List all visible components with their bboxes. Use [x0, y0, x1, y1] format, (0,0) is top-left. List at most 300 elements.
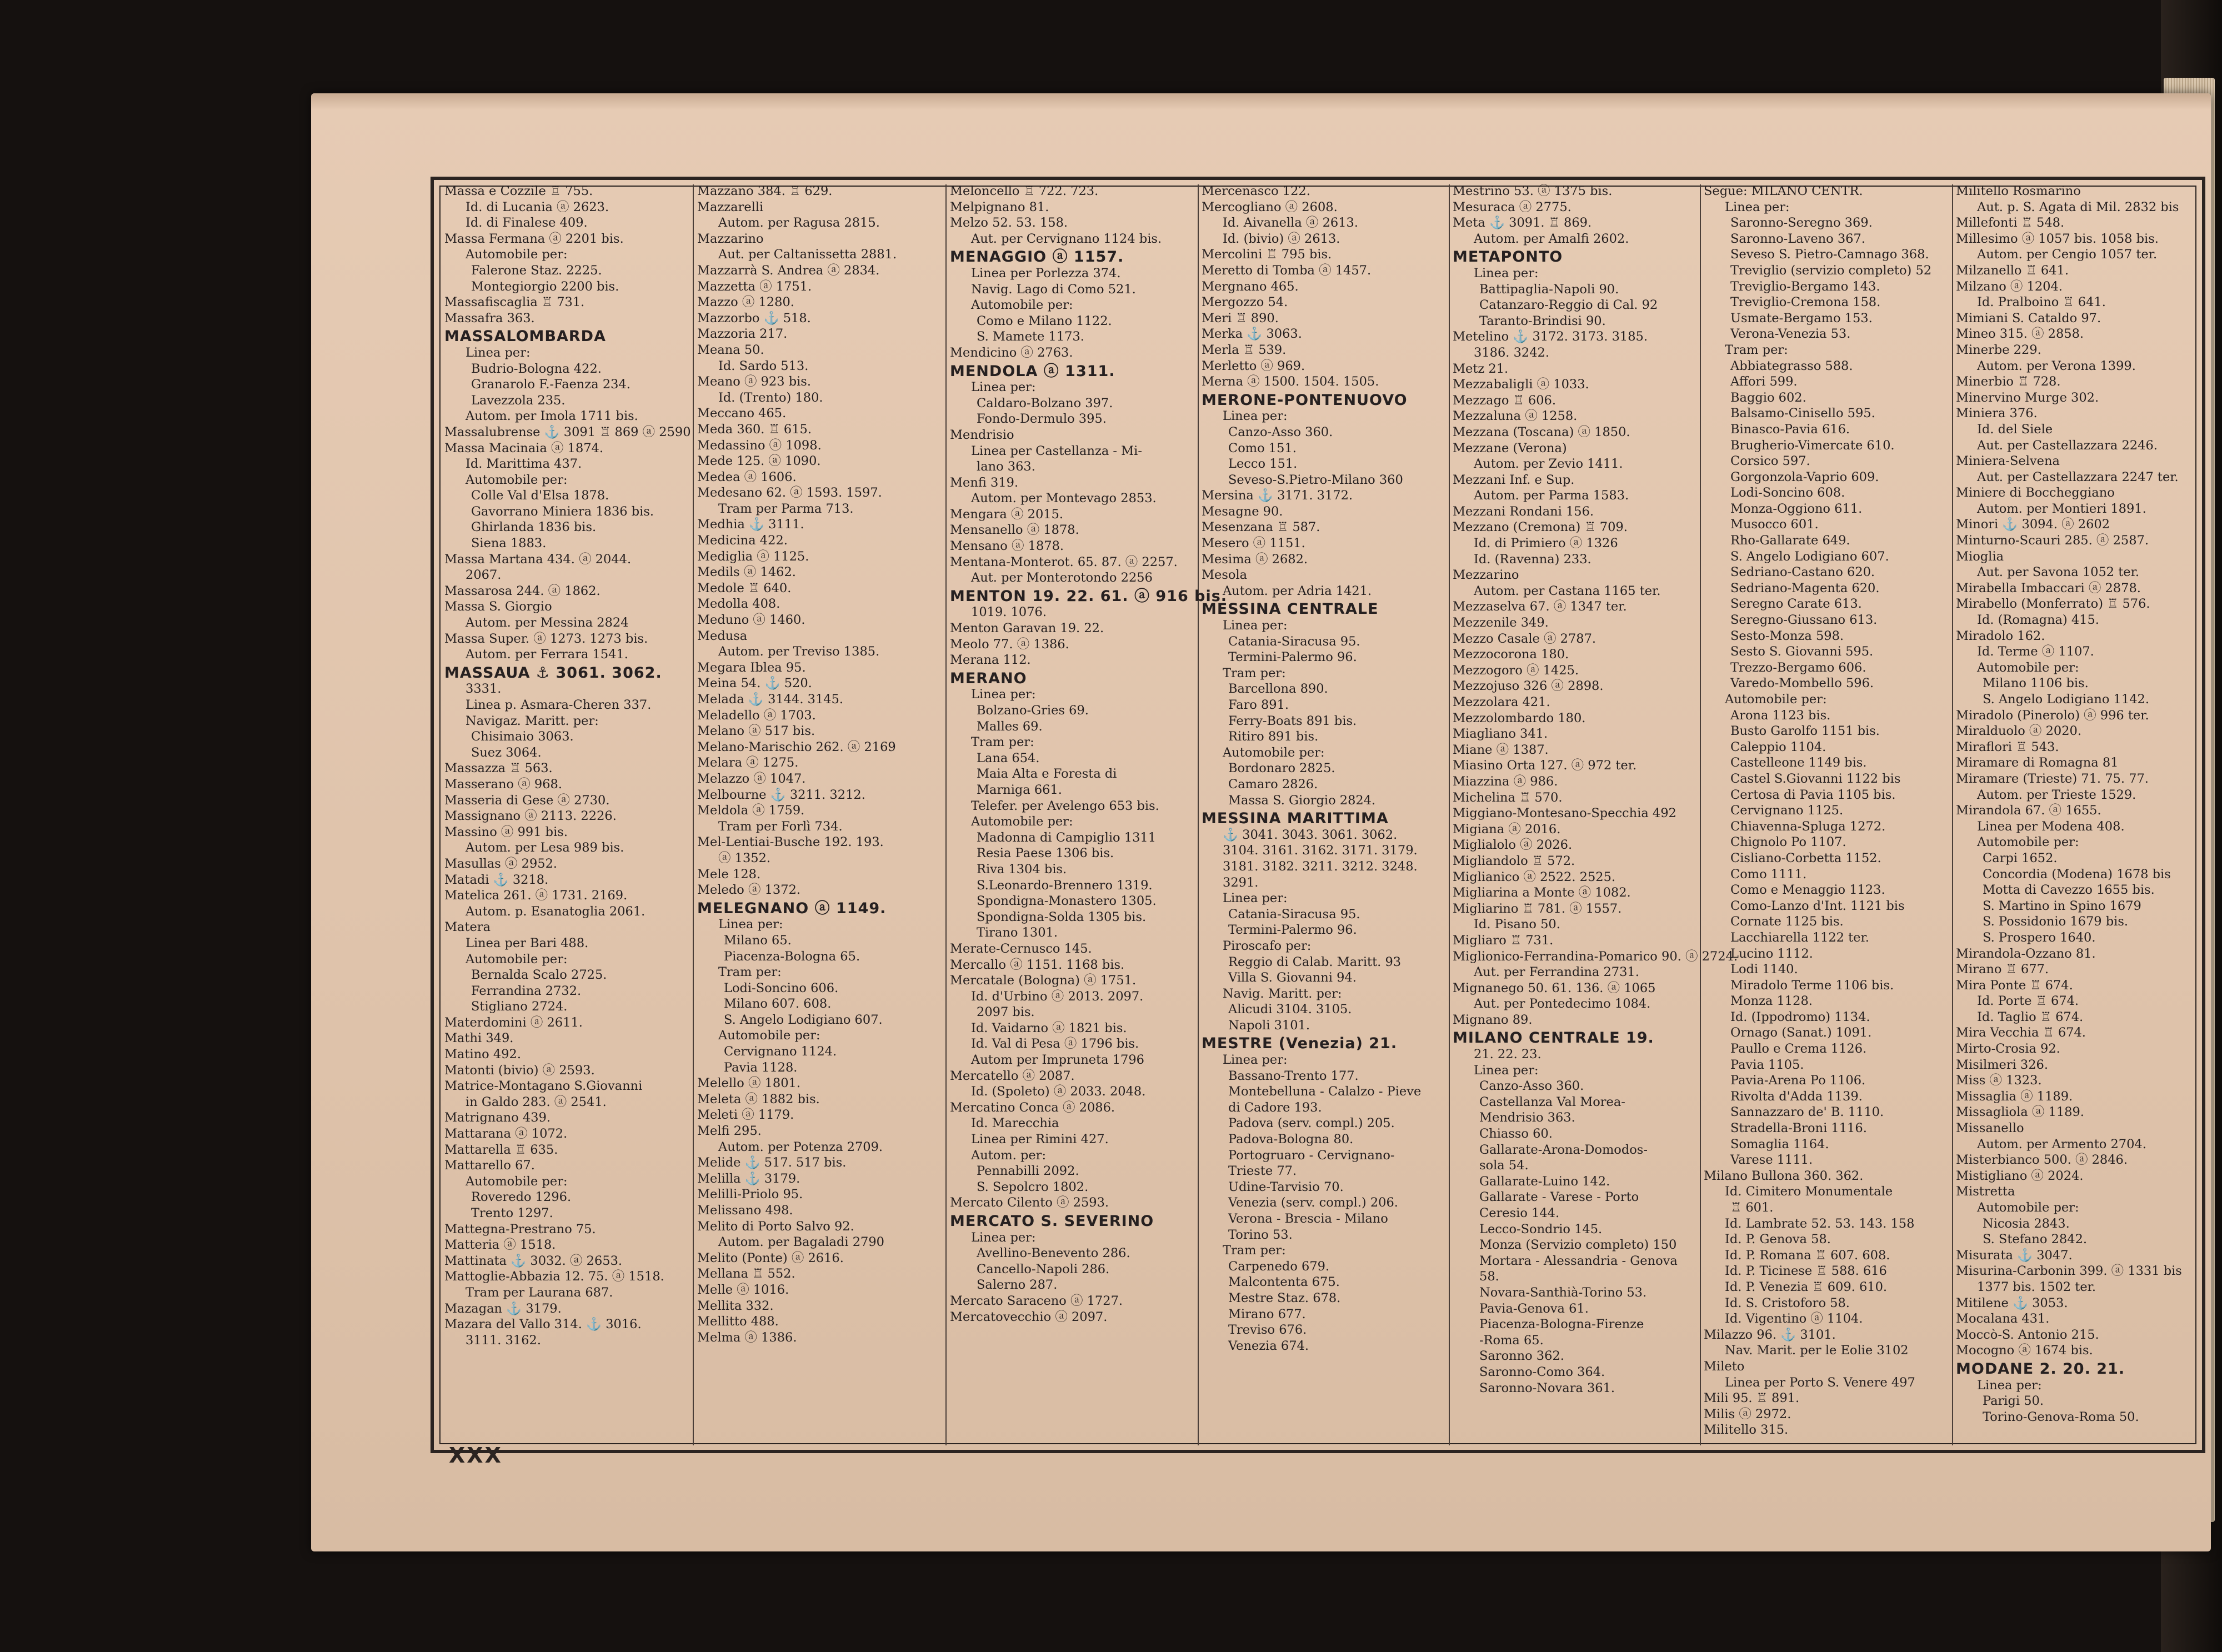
index-entry: Riva 1304 bis. [977, 862, 1067, 877]
index-entry: Maia Alta e Foresta di [977, 767, 1117, 782]
index-entry: Moccò-S. Antonio 215. [1956, 1327, 2099, 1342]
index-entry: Id. Pisano 50. [1474, 917, 1560, 932]
index-entry: Mileto [1704, 1359, 1745, 1374]
index-entry: Id. Sardo 513. [718, 358, 809, 373]
index-entry: Villa S. Giovanni 94. [1228, 970, 1357, 985]
index-entry: Miramare di Romagna 81 [1956, 755, 2119, 770]
index-entry: Millesimo ⓐ 1057 bis. 1058 bis. [1956, 231, 2159, 246]
index-entry: Balsamo-Cinisello 595. [1730, 406, 1875, 421]
index-entry: Matera [444, 920, 491, 935]
station-heading: MERCATO S. SEVERINO [950, 1213, 1154, 1230]
index-entry: Id. (Ippodromo) 1134. [1730, 1009, 1870, 1024]
index-entry: Tram per: [718, 965, 782, 980]
index-entry: Milazzo 96. ⚓ 3101. [1704, 1327, 1836, 1342]
index-entry: Melano-Marischio 262. ⓐ 2169 [697, 739, 896, 754]
index-entry: Mel-Lentiai-Busche 192. 193. [697, 835, 884, 850]
index-entry: Autom. per Bagaladi 2790 [718, 1235, 884, 1250]
index-entry: Miasino Orta 127. ⓐ 972 ter. [1453, 758, 1637, 773]
index-entry: Masserano ⓐ 968. [444, 777, 562, 792]
index-entry: Saronno-Seregno 369. [1730, 216, 1873, 231]
index-entry: Id. Lambrate 52. 53. 143. 158 [1725, 1216, 1915, 1231]
station-heading: MESSINA MARITTIMA [1202, 810, 1389, 828]
index-entry: Busto Garolfo 1151 bis. [1730, 724, 1880, 739]
index-column-6 [1704, 183, 1953, 1444]
index-entry: Mezzenile 349. [1453, 615, 1549, 630]
index-entry: Miane ⓐ 1387. [1453, 742, 1549, 757]
index-entry: Merana 112. [950, 653, 1031, 668]
index-entry: Miglianico ⓐ 2522. 2525. [1453, 869, 1616, 884]
index-entry: Lodi-Soncino 608. [1730, 485, 1845, 500]
index-entry: Medils ⓐ 1462. [697, 565, 796, 580]
index-entry: Montegiorgio 2200 bis. [471, 279, 619, 294]
index-entry: Mensanello ⓐ 1878. [950, 523, 1079, 538]
index-entry: Corsico 597. [1730, 454, 1810, 469]
index-entry: Nav. Marit. per le Eolie 3102 [1725, 1343, 1909, 1358]
index-entry: Massalubrense ⚓ 3091 ♖ 869 ⓐ 2590 [444, 424, 691, 439]
index-entry: Battipaglia-Napoli 90. [1479, 282, 1619, 297]
index-entry: Menton Garavan 19. 22. [950, 621, 1104, 636]
index-entry: ⚓ 3041. 3043. 3061. 3062. [1223, 827, 1398, 842]
index-entry: Aut. p. S. Agata di Mil. 2832 bis [1977, 199, 2179, 214]
index-entry: Id. Aivanella ⓐ 2613. [1223, 216, 1358, 231]
index-entry: Canzo-Asso 360. [1228, 424, 1333, 439]
index-entry: Melito (Ponte) ⓐ 2616. [697, 1250, 844, 1265]
index-entry: Aut. per Cervignano 1124 bis. [971, 231, 1162, 246]
index-entry: Stradella-Broni 1116. [1730, 1121, 1867, 1136]
index-entry: Mistretta [1956, 1184, 2015, 1199]
index-entry: Mirabello (Monferrato) ♖ 576. [1956, 597, 2150, 612]
index-entry: Automobile per: [466, 952, 568, 967]
index-entry: Missagliola ⓐ 1189. [1956, 1105, 2084, 1120]
index-entry: Massa Martana 434. ⓐ 2044. [444, 552, 632, 567]
index-entry: Medassino ⓐ 1098. [697, 438, 822, 453]
index-entry: Id. di Primiero ⓐ 1326 [1474, 536, 1618, 551]
index-entry: Misterbianco 500. ⓐ 2846. [1956, 1153, 2128, 1168]
index-entry: Mendrisio 363. [1479, 1110, 1575, 1125]
index-entry: Mezzo Casale ⓐ 2787. [1453, 631, 1597, 646]
index-entry: Linea per: [466, 345, 531, 360]
index-entry: Medusa [697, 628, 748, 643]
index-entry: Malles 69. [977, 719, 1043, 734]
index-entry: Mattarella ♖ 635. [444, 1142, 558, 1157]
index-entry: Automobile per: [1977, 660, 2079, 675]
index-entry: S. Possidonio 1679 bis. [1983, 914, 2129, 929]
index-entry: Como e Menaggio 1123. [1730, 883, 1885, 898]
index-entry: Brugherio-Vimercate 610. [1730, 438, 1895, 453]
index-entry: Canzo-Asso 360. [1479, 1079, 1584, 1094]
index-entry: Faro 891. [1228, 698, 1289, 712]
index-entry: Lana 654. [977, 750, 1040, 765]
index-entry: 2097 bis. [977, 1005, 1035, 1020]
index-entry: 3111. 3162. [466, 1333, 541, 1348]
index-entry: Mercatale (Bologna) ⓐ 1751. [950, 973, 1137, 988]
index-entry: Masseria di Gese ⓐ 2730. [444, 793, 610, 808]
index-entry: Id. P. Ticinese ♖ 588. 616 [1725, 1264, 1887, 1279]
index-entry: Pavia 1128. [724, 1060, 798, 1075]
index-entry: S.Leonardo-Brennero 1319. [977, 878, 1153, 893]
index-entry: Caldaro-Bolzano 397. [977, 396, 1113, 411]
index-entry: Merla ♖ 539. [1202, 342, 1287, 357]
index-entry: Venezia (serv. compl.) 206. [1228, 1195, 1398, 1210]
index-entry: lano 363. [977, 459, 1035, 474]
index-entry: Saronno-Novara 361. [1479, 1380, 1615, 1395]
index-entry: Mestrino 53. ⓐ 1375 bis. [1453, 184, 1613, 198]
index-entry: Matrice-Montagano S.Giovanni [444, 1079, 643, 1094]
index-entry: Varese 1111. [1730, 1153, 1813, 1168]
index-entry: Mira Ponte ♖ 674. [1956, 978, 2073, 993]
index-entry: Seregno Carate 613. [1730, 597, 1862, 612]
index-entry: Mezzani Rondani 156. [1453, 504, 1594, 519]
index-entry: Melilla ⚓ 3179. [697, 1171, 800, 1186]
index-entry: Minervino Murge 302. [1956, 390, 2099, 405]
index-entry: Termini-Palermo 96. [1228, 650, 1357, 665]
index-entry: Automobile per: [1977, 1200, 2079, 1215]
index-entry: Id. (bivio) ⓐ 2613. [1223, 231, 1340, 246]
index-entry: Linea per: [1474, 266, 1539, 281]
index-entry: S. Stefano 2842. [1983, 1232, 2088, 1247]
index-entry: Segue: MILANO CENTR. [1704, 184, 1863, 198]
index-entry: Mazzarrà S. Andrea ⓐ 2834. [697, 263, 880, 278]
index-entry: Massa S. Giorgio [444, 599, 552, 614]
index-entry: Mocalana 431. [1956, 1311, 2050, 1326]
index-entry: Mazzarelli [697, 199, 764, 214]
index-entry: Mercenasco 122. [1202, 184, 1310, 198]
index-entry: di Cadore 193. [1228, 1100, 1322, 1115]
index-entry: Termini-Palermo 96. [1228, 923, 1357, 938]
index-entry: Milano 607. 608. [724, 997, 832, 1012]
index-entry: Massafra 363. [444, 311, 535, 326]
index-entry: Automobile per: [1223, 745, 1325, 760]
index-entry: Napoli 3101. [1228, 1018, 1310, 1033]
index-entry: Massa e Cozzile ♖ 755. [444, 184, 593, 198]
index-entry: Seveso-S.Pietro-Milano 360 [1228, 472, 1403, 487]
index-entry: Meladello ⓐ 1703. [697, 708, 816, 723]
index-entry: Menfi 319. [950, 475, 1019, 490]
index-entry: Mira Vecchia ♖ 674. [1956, 1025, 2086, 1040]
index-entry: Verona - Brescia - Milano [1228, 1212, 1388, 1226]
index-entry: 3186. 3242. [1474, 345, 1549, 360]
index-entry: Trento 1297. [471, 1206, 553, 1220]
index-entry: Id. Marittima 437. [466, 457, 582, 472]
index-entry: Miradolo Terme 1106 bis. [1730, 978, 1894, 993]
index-entry: Id. Porte ♖ 674. [1977, 994, 2079, 1009]
index-entry: Piacenza-Bologna 65. [724, 949, 860, 964]
index-entry: Castel S.Giovanni 1122 bis [1730, 771, 1901, 786]
index-entry: Meduno ⓐ 1460. [697, 613, 805, 628]
index-entry: Mathi 349. [444, 1031, 514, 1046]
index-entry: Salerno 287. [977, 1278, 1058, 1293]
index-entry: Automobile per: [971, 814, 1073, 829]
index-entry: Matelica 261. ⓐ 1731. 2169. [444, 888, 628, 903]
index-entry: Aut. per Pontedecimo 1084. [1474, 997, 1651, 1012]
index-entry: Novara-Santhià-Torino 53. [1479, 1285, 1647, 1300]
index-entry: Monza 1128. [1730, 994, 1813, 1009]
index-entry: Ritiro 891 bis. [1228, 729, 1319, 744]
index-entry: Medolla 408. [697, 597, 780, 612]
index-entry: Meda 360. ♖ 615. [697, 422, 812, 437]
index-entry: Nicosia 2843. [1983, 1216, 2070, 1231]
index-entry: Sesto S. Giovanni 595. [1730, 644, 1874, 659]
index-entry: Mezzaselva 67. ⓐ 1347 ter. [1453, 599, 1627, 614]
index-entry: Autom. p. Esanatoglia 2061. [466, 904, 645, 919]
index-entry: Automobile per: [466, 472, 568, 487]
index-entry: Mazzarino [697, 231, 764, 246]
index-entry: Roveredo 1296. [471, 1190, 572, 1205]
index-entry: Mercatino Conca ⓐ 2086. [950, 1100, 1115, 1115]
index-entry: Milzano ⓐ 1204. [1956, 279, 2063, 294]
index-entry: Automobile per: [466, 247, 568, 262]
index-entry: Mesagne 90. [1202, 504, 1283, 519]
index-entry: Melle ⓐ 1016. [697, 1282, 789, 1297]
index-entry: Migliarina a Monte ⓐ 1082. [1453, 885, 1631, 900]
index-entry: Mersina ⚓ 3171. 3172. [1202, 488, 1353, 503]
index-entry: Mendicino ⓐ 2763. [950, 345, 1073, 360]
station-heading: MENTON 19. 22. 61. ⓐ 916 bis. [950, 587, 1228, 605]
index-entry: Linea per Modena 408. [1977, 819, 2125, 834]
index-column-2 [697, 183, 946, 1444]
index-entry: Id. S. Cristoforo 58. [1725, 1295, 1850, 1310]
index-entry: Malcontenta 675. [1228, 1275, 1340, 1290]
index-entry: Mignanego 50. 61. 136. ⓐ 1065 [1453, 980, 1656, 995]
index-entry: Pennabilli 2092. [977, 1164, 1079, 1179]
index-entry: Meana 50. [697, 342, 764, 357]
index-entry: Missaglia ⓐ 1189. [1956, 1089, 2073, 1104]
index-entry: Madonna di Campiglio 1311 [977, 830, 1157, 845]
index-entry: Id. P. Genova 58. [1725, 1232, 1831, 1247]
index-entry: Como 1111. [1730, 867, 1807, 882]
index-entry: Merka ⚓ 3063. [1202, 327, 1302, 342]
index-entry: Treviso 676. [1228, 1323, 1307, 1338]
index-entry: Meleta ⓐ 1882 bis. [697, 1092, 820, 1107]
index-entry: Somaglia 1164. [1730, 1137, 1829, 1152]
index-entry: Usmate-Bergamo 153. [1730, 311, 1873, 326]
index-entry: Autom. per Adria 1421. [1223, 583, 1372, 598]
index-entry: in Galdo 283. ⓐ 2541. [466, 1094, 607, 1109]
index-entry: Mili 95. ♖ 891. [1704, 1391, 1800, 1406]
index-entry: Tram per: [1223, 665, 1286, 680]
index-entry: Mazzoria 217. [697, 327, 788, 342]
index-entry: Autom. per Verona 1399. [1977, 358, 2136, 373]
index-entry: Mercatovecchio ⓐ 2097. [950, 1309, 1108, 1324]
index-entry: Tram per: [1223, 1243, 1286, 1258]
index-entry: Verona-Venezia 53. [1730, 327, 1851, 342]
index-entry: Bassano-Trento 177. [1228, 1068, 1359, 1083]
index-column-4 [1202, 183, 1450, 1444]
index-entry: Milis ⓐ 2972. [1704, 1406, 1791, 1421]
index-entry: Bordonaro 2825. [1228, 761, 1335, 776]
index-entry: Mezzano (Cremona) ♖ 709. [1453, 520, 1628, 535]
station-heading: MERANO [950, 669, 1027, 687]
index-entry: Mazzorbo ⚓ 518. [697, 311, 811, 326]
index-entry: Melano ⓐ 517 bis. [697, 724, 815, 739]
index-entry: Id. Vaidarno ⓐ 1821 bis. [971, 1020, 1127, 1035]
index-entry: Mendrisio [950, 427, 1014, 442]
index-entry: Melma ⓐ 1386. [697, 1330, 797, 1345]
index-entry: Bolzano-Gries 69. [977, 703, 1089, 718]
index-entry: 3181. 3182. 3211. 3212. 3248. [1223, 859, 1418, 874]
index-entry: Mesenzana ♖ 587. [1202, 520, 1320, 535]
index-entry: Id. di Lucania ⓐ 2623. [466, 199, 609, 214]
index-entry: Matonti (bivio) ⓐ 2593. [444, 1063, 595, 1078]
index-entry: Monza-Oggiono 611. [1730, 501, 1863, 516]
index-entry: Autom. per Cengio 1057 ter. [1977, 247, 2158, 262]
index-entry: Mignano 89. [1453, 1012, 1533, 1027]
index-entry: Rho-Gallarate 649. [1730, 533, 1850, 548]
index-entry: Meolo 77. ⓐ 1386. [950, 637, 1069, 652]
index-entry: Mestre Staz. 678. [1228, 1290, 1341, 1305]
index-entry: Id. Taglio ♖ 674. [1977, 1009, 2084, 1024]
index-entry: Marniga 661. [977, 782, 1062, 797]
index-entry: Autom. per Zevio 1411. [1474, 457, 1623, 472]
index-entry: Mesola [1202, 568, 1248, 583]
index-entry: Miagliano 341. [1453, 727, 1548, 742]
index-entry: Padova (serv. compl.) 205. [1228, 1116, 1395, 1131]
index-entry: Ceresio 144. [1479, 1206, 1560, 1220]
index-entry: Automobile per: [466, 1174, 568, 1189]
index-entry: Treviglio-Bergamo 143. [1730, 279, 1880, 294]
index-entry: Linea per: [1725, 199, 1790, 214]
index-entry: 1019. 1076. [971, 605, 1047, 620]
index-entry: Mazara del Vallo 314. ⚓ 3016. [444, 1317, 642, 1332]
index-entry: Autom. per Armento 2704. [1977, 1137, 2146, 1152]
station-heading: MENDOLA ⓐ 1311. [950, 362, 1115, 380]
index-entry: Michelina ♖ 570. [1453, 790, 1563, 805]
index-entry: Massa Super. ⓐ 1273. 1273 bis. [444, 631, 648, 646]
index-entry: Pavia-Arena Po 1106. [1730, 1073, 1866, 1088]
index-entry: Budrio-Bologna 422. [471, 361, 602, 376]
index-entry: Mineo 315. ⓐ 2858. [1956, 327, 2084, 342]
index-entry: Minerbio ♖ 728. [1956, 374, 2061, 389]
index-entry: Migliarino ♖ 781. ⓐ 1557. [1453, 901, 1622, 916]
index-entry: 1377 bis. 1502 ter. [1977, 1279, 2096, 1294]
index-entry: Id. Terme ⓐ 1107. [1977, 644, 2094, 659]
index-entry: Massino ⓐ 991 bis. [444, 824, 568, 839]
index-entry: Pavia-Genova 61. [1479, 1301, 1589, 1316]
index-entry: Milano Bullona 360. 362. [1704, 1168, 1864, 1183]
index-entry: Autom per Impruneta 1796 [971, 1053, 1144, 1068]
index-entry: Seveso S. Pietro-Camnago 368. [1730, 247, 1929, 262]
index-entry: Mercatello ⓐ 2087. [950, 1068, 1075, 1083]
index-entry: Tirano 1301. [977, 925, 1058, 940]
index-entry: Meloncello ♖ 722. 723. [950, 184, 1099, 198]
index-entry: Avellino-Benevento 286. [977, 1246, 1130, 1261]
station-heading: MERONE-PONTENUOVO [1202, 391, 1408, 409]
index-entry: Binasco-Pavia 616. [1730, 422, 1850, 437]
index-entry: Id. di Finalese 409. [466, 216, 588, 231]
index-entry: Linea per: [718, 917, 783, 932]
index-entry: Gallarate - Varese - Porto [1479, 1190, 1639, 1205]
index-entry: Carpenedo 679. [1228, 1259, 1330, 1274]
station-heading: MELEGNANO ⓐ 1149. [697, 899, 887, 917]
index-entry: Rivolta d'Adda 1139. [1730, 1089, 1863, 1104]
index-entry: Monza (Servizio completo) 150 [1479, 1238, 1677, 1253]
index-entry: Como-Lanzo d'Int. 1121 bis [1730, 898, 1905, 913]
station-heading: MASSAUA ⚓ 3061. 3062. [444, 664, 662, 682]
index-entry: Aut. per Caltanissetta 2881. [718, 247, 897, 262]
index-entry: Cisliano-Corbetta 1152. [1730, 850, 1881, 865]
index-entry: Autom. per Messina 2824 [466, 615, 629, 630]
index-entry: Tram per Forlì 734. [718, 819, 843, 834]
index-entry: Id. Val di Pesa ⓐ 1796 bis. [971, 1037, 1139, 1052]
index-entry: Mocogno ⓐ 1674 bis. [1956, 1343, 2093, 1358]
index-entry: Granarolo F.-Faenza 234. [471, 377, 630, 392]
index-entry: Affori 599. [1730, 374, 1798, 389]
index-entry: Aut. per Castellazzara 2247 ter. [1977, 469, 2179, 484]
index-entry: Mazzetta ⓐ 1751. [697, 279, 812, 294]
index-entry: Materdomini ⓐ 2611. [444, 1015, 583, 1030]
index-entry: Concordia (Modena) 1678 bis [1983, 867, 2171, 882]
index-entry: Misilmeri 326. [1956, 1057, 2049, 1072]
index-entry: Miniere di Boccheggiano [1956, 485, 2115, 500]
index-entry: Lecco-Sondrio 145. [1479, 1222, 1603, 1237]
index-entry: Sedriano-Magenta 620. [1730, 580, 1880, 595]
index-entry: Mirto-Crosia 92. [1956, 1042, 2060, 1057]
index-entry: Autom. per Parma 1583. [1474, 488, 1629, 503]
index-entry: Mortara - Alessandria - Genova [1479, 1253, 1678, 1268]
index-entry: Gallarate-Arona-Domodos- [1479, 1142, 1648, 1157]
index-entry: Millefonti ♖ 548. [1956, 216, 2065, 231]
index-entry: Siena 1883. [471, 536, 547, 551]
index-entry: Cervignano 1125. [1730, 803, 1844, 818]
index-entry: Ornago (Sanat.) 1091. [1730, 1025, 1872, 1040]
index-entry: Lodi-Soncino 606. [724, 980, 839, 995]
index-entry: 21. 22. 23. [1474, 1047, 1542, 1062]
index-entry: Massazza ♖ 563. [444, 761, 553, 776]
index-entry: Cervignano 1124. [724, 1044, 837, 1059]
index-entry: Meleti ⓐ 1179. [697, 1108, 794, 1123]
index-entry: Suez 3064. [471, 745, 542, 760]
index-entry: Chiavenna-Spluga 1272. [1730, 819, 1886, 834]
index-entry: Autom. per Trieste 1529. [1977, 787, 2136, 802]
index-entry: Lucino 1112. [1730, 946, 1813, 961]
index-entry: Navig. Lago di Como 521. [971, 282, 1136, 297]
index-entry: Aut. per Ferrandina 2731. [1474, 965, 1639, 980]
index-entry: Id. Cimitero Monumentale [1725, 1184, 1893, 1199]
index-entry: Udine-Tarvisio 70. [1228, 1179, 1344, 1194]
index-entry: Venezia 674. [1228, 1338, 1309, 1353]
index-entry: Autom. per Ferrara 1541. [466, 647, 628, 662]
index-entry: Mediglia ⓐ 1125. [697, 549, 809, 564]
index-entry: Mengara ⓐ 2015. [950, 507, 1064, 522]
index-entry: Navig. Maritt. per: [1223, 986, 1342, 1001]
index-entry: Mellita 332. [697, 1298, 774, 1313]
index-entry: Migliaro ♖ 731. [1453, 933, 1554, 948]
index-entry: Id. (Spoleto) ⓐ 2033. 2048. [971, 1084, 1146, 1099]
index-entry: Catania-Siracusa 95. [1228, 634, 1360, 649]
index-entry: Mirano 677. [1228, 1306, 1306, 1321]
index-entry: Catanzaro-Reggio di Cal. 92 [1479, 298, 1658, 313]
index-entry: Castelleone 1149 bis. [1730, 755, 1867, 770]
index-entry: Metz 21. [1453, 361, 1509, 376]
index-column-1 [444, 183, 693, 1444]
index-entry: ♖ 601. [1730, 1200, 1774, 1215]
index-entry: Motta di Cavezzo 1655 bis. [1983, 883, 2155, 898]
index-entry: Fondo-Dermulo 395. [977, 412, 1107, 427]
index-entry: Melide ⚓ 517. 517 bis. [697, 1155, 847, 1170]
index-entry: Matteria ⓐ 1518. [444, 1238, 556, 1253]
index-entry: Tram per Parma 713. [718, 501, 854, 516]
index-entry: 3331. [466, 682, 502, 697]
index-entry: Lodi 1140. [1730, 962, 1798, 977]
index-entry: Masullas ⓐ 2952. [444, 856, 558, 871]
index-entry: Id. Pralboino ♖ 641. [1977, 295, 2106, 310]
index-entry: Miss ⓐ 1323. [1956, 1073, 2042, 1088]
index-entry: Automobile per: [971, 298, 1073, 313]
index-entry: Linea p. Asmara-Cheren 337. [466, 698, 652, 712]
index-entry: Camaro 2826. [1228, 777, 1318, 792]
index-entry: Automobile per: [1977, 835, 2079, 850]
station-heading: MENAGGIO ⓐ 1157. [950, 248, 1124, 266]
